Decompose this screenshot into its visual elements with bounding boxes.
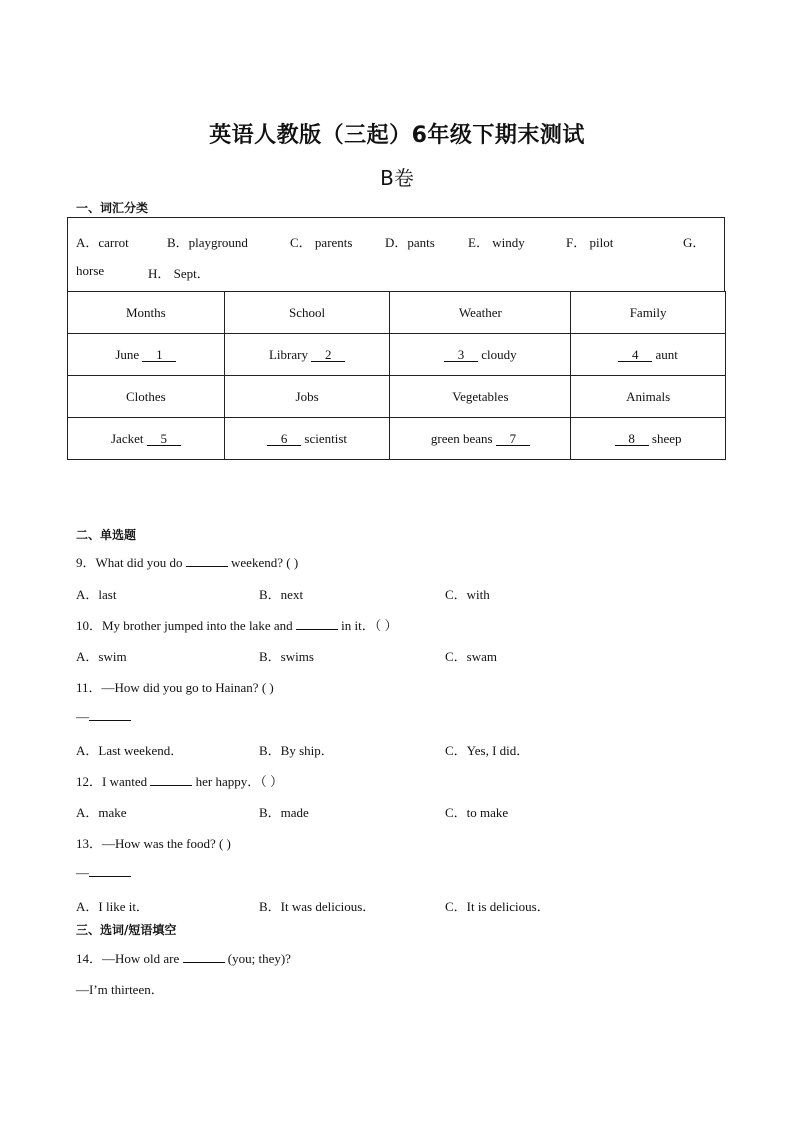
- blank-number[interactable]: 8: [615, 432, 649, 446]
- dash-text: —: [76, 709, 89, 724]
- question-text: her happy．（ ）: [192, 774, 283, 789]
- answer-line: [76, 708, 131, 725]
- answer-cell: [224, 418, 390, 460]
- cell-text: June: [115, 346, 143, 362]
- cell-text: Library: [268, 346, 312, 362]
- blank-number[interactable]: 6: [267, 432, 301, 446]
- answer-cell: [390, 334, 571, 376]
- word-option: horse: [76, 263, 105, 278]
- question-text: 10．My brother jumped into the lake and: [76, 618, 296, 633]
- section-heading-fill-in: 三、选词/短语填空: [76, 923, 177, 937]
- word-option: E． windy: [468, 235, 525, 250]
- word-option: G．: [683, 235, 706, 250]
- answer-blank[interactable]: [186, 554, 228, 567]
- option-b[interactable]: B．swims: [259, 649, 314, 664]
- option-a[interactable]: A．swim: [76, 649, 127, 664]
- word-option: B．playground: [167, 235, 248, 250]
- answer-blank[interactable]: [296, 617, 338, 630]
- question-10: [76, 615, 397, 634]
- table-row: [68, 292, 726, 334]
- answer-cell: [571, 334, 726, 376]
- answer-cell: [68, 418, 225, 460]
- option-a[interactable]: A．I like it．: [76, 899, 149, 914]
- answer-cell: [224, 334, 390, 376]
- word-option: H． Sept．: [148, 266, 210, 281]
- question-text: 14．—How old are: [76, 951, 183, 966]
- category-cell: School: [224, 292, 390, 334]
- answer-cell: [68, 334, 225, 376]
- question-11: 11．—How did you go to Hainan? ( ): [76, 680, 274, 695]
- option-c[interactable]: C．to make: [445, 805, 509, 820]
- category-cell: Clothes: [68, 376, 225, 418]
- page-subtitle: B卷: [380, 166, 414, 190]
- category-cell: Weather: [390, 292, 571, 334]
- category-cell: Vegetables: [390, 376, 571, 418]
- cell-text: Jacket: [111, 430, 147, 446]
- option-c[interactable]: C．with: [445, 587, 490, 602]
- dash-text: —: [76, 865, 89, 880]
- option-b[interactable]: B．It was delicious．: [259, 899, 376, 914]
- option-a[interactable]: A．last: [76, 587, 117, 602]
- section-heading-single-choice: 二、单选题: [76, 528, 137, 542]
- cell-text: cloudy: [478, 346, 517, 362]
- option-b[interactable]: B．made: [259, 805, 309, 820]
- cell-text: green beans: [430, 430, 496, 446]
- option-c[interactable]: C．It is delicious．: [445, 899, 550, 914]
- option-b[interactable]: B．By ship．: [259, 743, 334, 758]
- answer-cell: [390, 418, 571, 460]
- table-row: [68, 334, 726, 376]
- question-text: 12．I wanted: [76, 774, 151, 789]
- option-a[interactable]: A．Last weekend．: [76, 743, 184, 758]
- question-text: in it．（ ）: [337, 618, 398, 633]
- word-option: C． parents: [290, 235, 353, 250]
- cell-text: aunt: [652, 346, 678, 362]
- answer-blank[interactable]: [89, 708, 131, 721]
- category-cell: Animals: [571, 376, 726, 418]
- question-12: [76, 771, 283, 790]
- question-14: [76, 948, 291, 967]
- cell-text: scientist: [301, 430, 348, 446]
- table-row: [68, 418, 726, 460]
- answer-blank[interactable]: [183, 950, 225, 963]
- question-text: 9．What did you do: [76, 555, 186, 570]
- blank-number[interactable]: 5: [147, 432, 181, 446]
- answer-blank[interactable]: [150, 773, 192, 786]
- option-b[interactable]: B．next: [259, 587, 304, 602]
- option-a[interactable]: A．make: [76, 805, 127, 820]
- word-bank: [67, 217, 725, 291]
- category-cell: Months: [68, 292, 225, 334]
- cell-text: sheep: [648, 430, 682, 446]
- section-heading-vocabulary: 一、词汇分类: [76, 201, 149, 215]
- answer-text: —I’m thirteen．: [76, 982, 164, 997]
- blank-number[interactable]: 7: [496, 432, 530, 446]
- blank-number[interactable]: 4: [618, 348, 652, 362]
- blank-number[interactable]: 3: [444, 348, 478, 362]
- option-c[interactable]: C．Yes, I did．: [445, 743, 530, 758]
- word-option: D．pants: [385, 235, 435, 250]
- answer-line: [76, 864, 131, 881]
- classification-table: [67, 291, 726, 460]
- table-row: [68, 376, 726, 418]
- answer-blank[interactable]: [89, 864, 131, 877]
- option-c[interactable]: C．swam: [445, 649, 498, 664]
- answer-cell: [571, 418, 726, 460]
- category-cell: Jobs: [224, 376, 390, 418]
- blank-number[interactable]: 2: [311, 348, 345, 362]
- question-9: [76, 552, 298, 571]
- question-13: 13．—How was the food? ( ): [76, 836, 231, 851]
- question-text: (you; they)?: [224, 951, 291, 966]
- word-option: A．carrot: [76, 235, 129, 250]
- word-option: F． pilot: [566, 235, 614, 250]
- page-title: 英语人教版（三起）6年级下期末测试: [209, 123, 585, 148]
- category-cell: Family: [571, 292, 726, 334]
- question-text: weekend? ( ): [227, 555, 299, 570]
- blank-number[interactable]: 1: [142, 348, 176, 362]
